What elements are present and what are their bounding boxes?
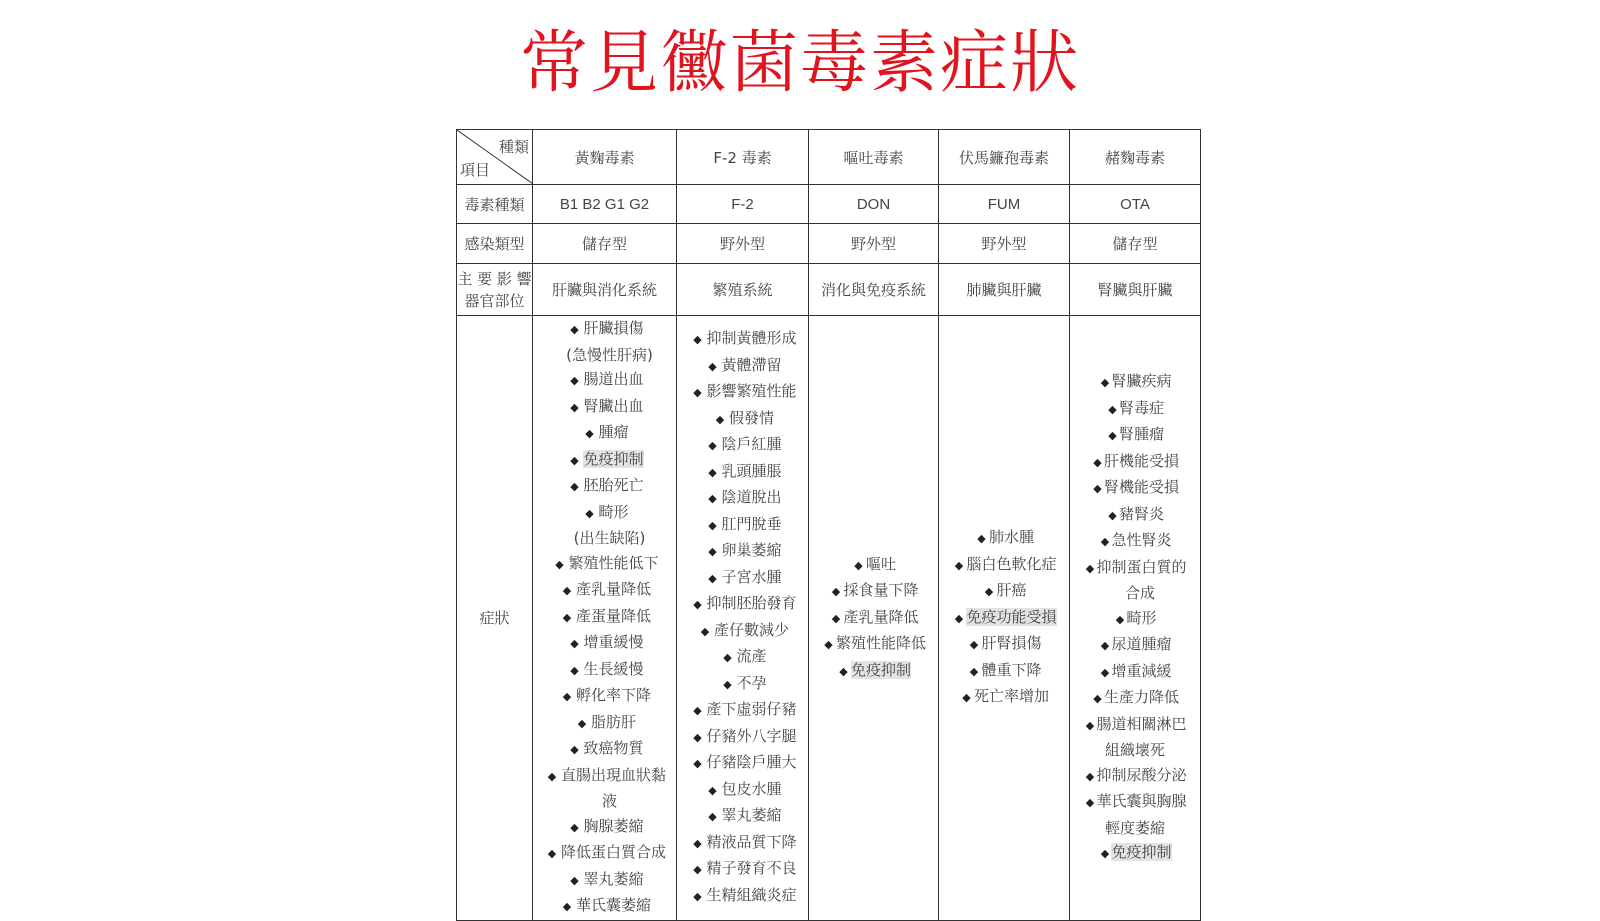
symptom-list <box>809 552 938 685</box>
symptom-text: 精子發育不良 <box>706 859 797 878</box>
list-item: ◆ 不孕 <box>723 673 767 692</box>
symptom-text: 黃體滯留 <box>721 355 782 374</box>
list-item: ◆ 腸道相關淋巴 <box>1085 714 1187 733</box>
toxin-header: 黃麴毒素 <box>533 130 677 185</box>
list-item: ◆ 流產 <box>723 647 767 666</box>
list-item: ◆ 免疫功能受損 <box>954 607 1057 626</box>
symptom-cell <box>939 316 1070 921</box>
symptom-text: 卵巢萎縮 <box>721 541 782 560</box>
symptom-text: 豬腎炎 <box>1118 504 1164 523</box>
list-item: ◆ 死亡率增加 <box>962 687 1049 705</box>
list-item: ◆ 抑制黃體形成 <box>693 329 797 348</box>
list-item: ◆ 腎機能受損 <box>1093 478 1179 496</box>
list-item <box>1070 816 1200 841</box>
list-item: ◆ 產下虛弱仔豬 <box>693 700 797 719</box>
symptom-text: (急慢性肝病) <box>566 345 653 364</box>
list-item: ◆ 採食量下降 <box>831 581 919 599</box>
symptom-cell <box>1070 316 1201 921</box>
symptom-text: 腎腫瘤 <box>1118 425 1164 443</box>
symptom-text: 腎毒症 <box>1118 398 1164 417</box>
symptom-list <box>939 525 1069 711</box>
symptom-text: 免疫功能受損 <box>966 607 1057 626</box>
header-row <box>457 130 1201 185</box>
symptom-text: 胚胎死亡 <box>583 476 644 494</box>
table-cell: 野外型 <box>677 224 809 264</box>
table-cell: 野外型 <box>939 224 1070 264</box>
symptom-text: 輕度萎縮 <box>1104 818 1165 837</box>
list-item: ◆ 腎臟疾病 <box>1100 372 1172 390</box>
symptom-text: 畸形 <box>598 502 629 521</box>
symptom-text: 胸腺萎縮 <box>583 816 644 835</box>
table-cell: 野外型 <box>809 224 939 264</box>
table-cell: 肝臟與消化系統 <box>533 264 677 316</box>
symptom-text: 產乳量降低 <box>575 580 651 598</box>
list-item: ◆ 華氏囊萎縮 <box>562 896 651 914</box>
list-item: ◆ 增重緩慢 <box>570 633 644 651</box>
symptom-list <box>533 316 676 920</box>
table-cell: DON <box>809 185 939 224</box>
symptom-text: 仔豬陰戶腫大 <box>706 753 797 772</box>
list-item: ◆ 繁殖性能降低 <box>824 634 926 652</box>
table-cell: 儲存型 <box>533 224 677 264</box>
symptom-text: 致癌物質 <box>583 739 644 757</box>
symptom-text: 華氏囊與胸腺 <box>1096 792 1187 810</box>
symptom-text: 產乳量降低 <box>843 607 919 626</box>
symptom-text: 肛門脫垂 <box>721 514 782 533</box>
table-cell: F-2 <box>677 185 809 224</box>
symptom-text: 睪丸萎縮 <box>583 869 644 888</box>
list-item: ◆ 仔豬外八字腿 <box>693 726 797 745</box>
toxin-header: 嘔吐毒素 <box>809 130 939 185</box>
symptom-text: 體重下降 <box>981 660 1042 679</box>
symptom-text: 腫瘤 <box>598 423 629 441</box>
symptom-text: 生長緩慢 <box>583 659 644 678</box>
list-item: ◆ 乳頭腫脹 <box>708 461 782 480</box>
list-item: ◆ 肛門脫垂 <box>708 514 782 533</box>
list-item: ◆ 肝機能受損 <box>1093 451 1179 470</box>
organ-row <box>457 264 1201 316</box>
table-cell: 腎臟與肝臟 <box>1070 264 1201 316</box>
symptom-text: 產仔數減少 <box>713 620 789 639</box>
corner-kind-label: 種類 <box>498 138 529 156</box>
list-item: ◆ 生精組織炎症 <box>693 885 797 904</box>
row-label <box>457 264 533 316</box>
list-item: ◆ 腫瘤 <box>585 423 629 441</box>
symptom-text: 增重緩慢 <box>583 633 644 651</box>
symptom-text: 組織壞死 <box>1104 741 1165 759</box>
symptom-text: 腎臟出血 <box>583 396 644 415</box>
list-item: ◆ 胚胎死亡 <box>570 476 644 494</box>
symptom-text: 抑制胚胎發育 <box>706 594 797 613</box>
list-item: ◆ 睪丸萎縮 <box>570 869 644 888</box>
toxin-header: 赭麴毒素 <box>1070 130 1201 185</box>
list-item: ◆ 陰戶紅腫 <box>708 435 782 454</box>
symptom-text: 尿道腫瘤 <box>1111 635 1172 653</box>
symptom-text: 抑制黃體形成 <box>706 329 797 348</box>
symptom-text: 產下虛弱仔豬 <box>706 700 797 719</box>
symptom-text: 精液品質下降 <box>706 832 797 851</box>
symptom-text: 乳頭腫脹 <box>721 461 782 480</box>
list-item: ◆ 精子發育不良 <box>693 859 797 878</box>
list-item: ◆ 急性腎炎 <box>1100 531 1172 549</box>
symptom-text: 包皮水腫 <box>721 779 782 798</box>
table-cell: OTA <box>1070 185 1201 224</box>
symptom-text: 液 <box>601 792 617 810</box>
list-item: ◆ 免疫抑制 <box>570 449 644 468</box>
list-item: ◆ 假發情 <box>715 408 774 427</box>
symptom-text: 腎機能受損 <box>1103 478 1179 496</box>
toxin-header: F-2 毒素 <box>677 130 809 185</box>
list-item <box>1070 581 1200 606</box>
list-item: ◆ 畸形 <box>585 502 629 521</box>
symptom-text: 死亡率增加 <box>973 687 1049 705</box>
symptom-text: 降低蛋白質合成 <box>560 843 666 861</box>
list-item: ◆ 生長緩慢 <box>570 659 644 678</box>
infection-type-row <box>457 224 1201 264</box>
list-item: ◆ 肺水腫 <box>977 528 1034 546</box>
row-label: 毒素種類 <box>457 185 533 224</box>
symptom-text: 腸道出血 <box>583 370 644 388</box>
symptom-text: 腎臟疾病 <box>1111 372 1172 390</box>
symptom-text: 肝癌 <box>996 581 1027 599</box>
symptom-text: 合成 <box>1124 584 1155 602</box>
list-item: ◆ 影響繁殖性能 <box>693 382 797 401</box>
list-item: ◆ 體重下降 <box>969 660 1042 679</box>
symptom-text: 免疫抑制 <box>583 449 644 468</box>
symptom-text: 抑制尿酸分泌 <box>1096 765 1187 784</box>
table-cell: 儲存型 <box>1070 224 1201 264</box>
list-item: ◆ 包皮水腫 <box>708 779 782 798</box>
symptom-text: 肝機能受損 <box>1103 451 1179 470</box>
symptom-text: 孵化率下降 <box>575 686 651 704</box>
list-item: ◆ 肝癌 <box>984 581 1027 599</box>
table-cell: B1 B2 G1 G2 <box>533 185 677 224</box>
table-cell: 肺臟與肝臟 <box>939 264 1070 316</box>
symptom-text: 肝臟損傷 <box>583 319 644 337</box>
list-item: ◆ 嘔吐 <box>854 554 896 573</box>
list-item: ◆ 產蛋量降低 <box>562 606 651 625</box>
symptom-text: 產蛋量降低 <box>575 606 651 625</box>
symptom-text: 抑制蛋白質的 <box>1096 557 1187 576</box>
corner-item-label: 項目 <box>460 161 491 179</box>
list-item <box>533 343 676 368</box>
symptom-text: 影響繁殖性能 <box>706 382 797 401</box>
list-item: ◆ 免疫抑制 <box>1100 843 1172 861</box>
list-item: ◆ 繁殖性能低下 <box>555 553 659 572</box>
symptom-text: 採食量下降 <box>843 581 919 599</box>
corner-cell <box>457 130 533 185</box>
toxin-header: 伏馬鐮孢毒素 <box>939 130 1070 185</box>
symptom-text: 直腸出現血狀黏 <box>560 765 666 784</box>
symptom-text: 陰道脫出 <box>721 488 782 507</box>
list-item: ◆ 華氏囊與胸腺 <box>1085 792 1187 810</box>
list-item: ◆ 直腸出現血狀黏 <box>547 765 666 784</box>
list-item: ◆ 降低蛋白質合成 <box>547 843 666 861</box>
symptoms-row <box>457 316 1201 921</box>
page-title: 常見黴菌毒素症狀 <box>519 24 1080 103</box>
symptom-text: 繁殖性能低下 <box>568 553 659 572</box>
list-item: ◆ 胸腺萎縮 <box>570 816 644 835</box>
symptom-text: 不孕 <box>736 673 767 692</box>
symptom-text: 免疫抑制 <box>1111 843 1172 861</box>
list-item: ◆ 致癌物質 <box>570 739 644 757</box>
symptom-cell <box>809 316 939 921</box>
list-item: ◆ 黃體滯留 <box>708 355 782 374</box>
symptom-list <box>677 326 808 909</box>
symptom-text: 華氏囊萎縮 <box>575 896 651 914</box>
list-item: ◆ 脂肪肝 <box>577 712 636 731</box>
mycotoxin-symptoms-table <box>456 129 1201 921</box>
table-cell: 繁殖系統 <box>677 264 809 316</box>
list-item: ◆ 子宮水腫 <box>708 567 782 586</box>
symptom-text: 生精組織炎症 <box>706 885 797 904</box>
symptom-text: 嘔吐 <box>865 554 896 573</box>
list-item: ◆ 腎毒症 <box>1108 398 1164 417</box>
list-item: ◆ 孵化率下降 <box>562 686 651 704</box>
list-item: ◆ 精液品質下降 <box>693 832 797 851</box>
symptom-text: 仔豬外八字腿 <box>706 726 797 745</box>
list-item: ◆ 腎臟出血 <box>570 396 644 415</box>
list-item: ◆ 抑制蛋白質的 <box>1085 557 1187 576</box>
symptom-text: 睪丸萎縮 <box>721 806 782 825</box>
list-item: ◆ 抑制胚胎發育 <box>693 594 797 613</box>
list-item <box>533 789 676 814</box>
symptom-text: 假發情 <box>728 408 774 427</box>
list-item: ◆ 陰道脫出 <box>708 488 782 507</box>
symptom-text: 生產力降低 <box>1103 688 1179 706</box>
toxin-type-row <box>457 185 1201 224</box>
symptom-text: 畸形 <box>1126 608 1157 627</box>
list-item: ◆ 生產力降低 <box>1093 688 1179 706</box>
symptom-text: 肺水腫 <box>988 528 1034 546</box>
list-item: ◆ 腸道出血 <box>570 370 644 388</box>
list-item: ◆ 肝臟損傷 <box>570 319 644 337</box>
list-item: ◆ 產仔數減少 <box>700 620 789 639</box>
list-item: ◆ 豬腎炎 <box>1108 504 1164 523</box>
row-label-line: 主 要 影 響 <box>457 269 532 288</box>
list-item <box>1070 738 1200 763</box>
row-label: 感染類型 <box>457 224 533 264</box>
list-item: ◆ 增重減緩 <box>1100 661 1172 680</box>
symptom-text: 繁殖性能降低 <box>835 634 926 652</box>
row-label: 症狀 <box>457 316 533 921</box>
list-item: ◆ 睪丸萎縮 <box>708 806 782 825</box>
list-item: ◆ 仔豬陰戶腫大 <box>693 753 797 772</box>
list-item: ◆ 卵巢萎縮 <box>708 541 782 560</box>
symptom-text: 流產 <box>736 647 767 666</box>
symptom-cell <box>533 316 677 921</box>
list-item: ◆ 尿道腫瘤 <box>1100 635 1172 653</box>
list-item: ◆ 腦白色軟化症 <box>954 554 1057 573</box>
symptom-text: 肝腎損傷 <box>981 634 1042 652</box>
list-item: ◆ 畸形 <box>1115 608 1157 627</box>
list-item: ◆ 抑制尿酸分泌 <box>1085 765 1187 784</box>
symptom-text: 增重減緩 <box>1111 661 1172 680</box>
symptom-text: 子宮水腫 <box>721 567 782 586</box>
symptom-list <box>1070 369 1200 867</box>
list-item: ◆ 腎腫瘤 <box>1108 425 1164 443</box>
symptom-text: 脂肪肝 <box>590 712 636 731</box>
list-item: ◆ 產乳量降低 <box>831 607 919 626</box>
table-cell: FUM <box>939 185 1070 224</box>
symptom-text: 陰戶紅腫 <box>721 435 782 454</box>
row-label-line: 器官部位 <box>464 291 525 310</box>
table-cell: 消化與免疫系統 <box>809 264 939 316</box>
symptom-text: 腸道相關淋巴 <box>1096 714 1187 733</box>
list-item: ◆ 免疫抑制 <box>839 660 911 679</box>
symptom-text: 急性腎炎 <box>1111 531 1172 549</box>
symptom-cell <box>677 316 809 921</box>
symptom-text: 免疫抑制 <box>850 660 911 679</box>
list-item <box>533 526 676 551</box>
list-item: ◆ 肝腎損傷 <box>969 634 1042 652</box>
list-item: ◆ 產乳量降低 <box>562 580 651 598</box>
symptom-text: (出生缺陷) <box>573 529 646 547</box>
symptom-text: 腦白色軟化症 <box>966 554 1057 573</box>
